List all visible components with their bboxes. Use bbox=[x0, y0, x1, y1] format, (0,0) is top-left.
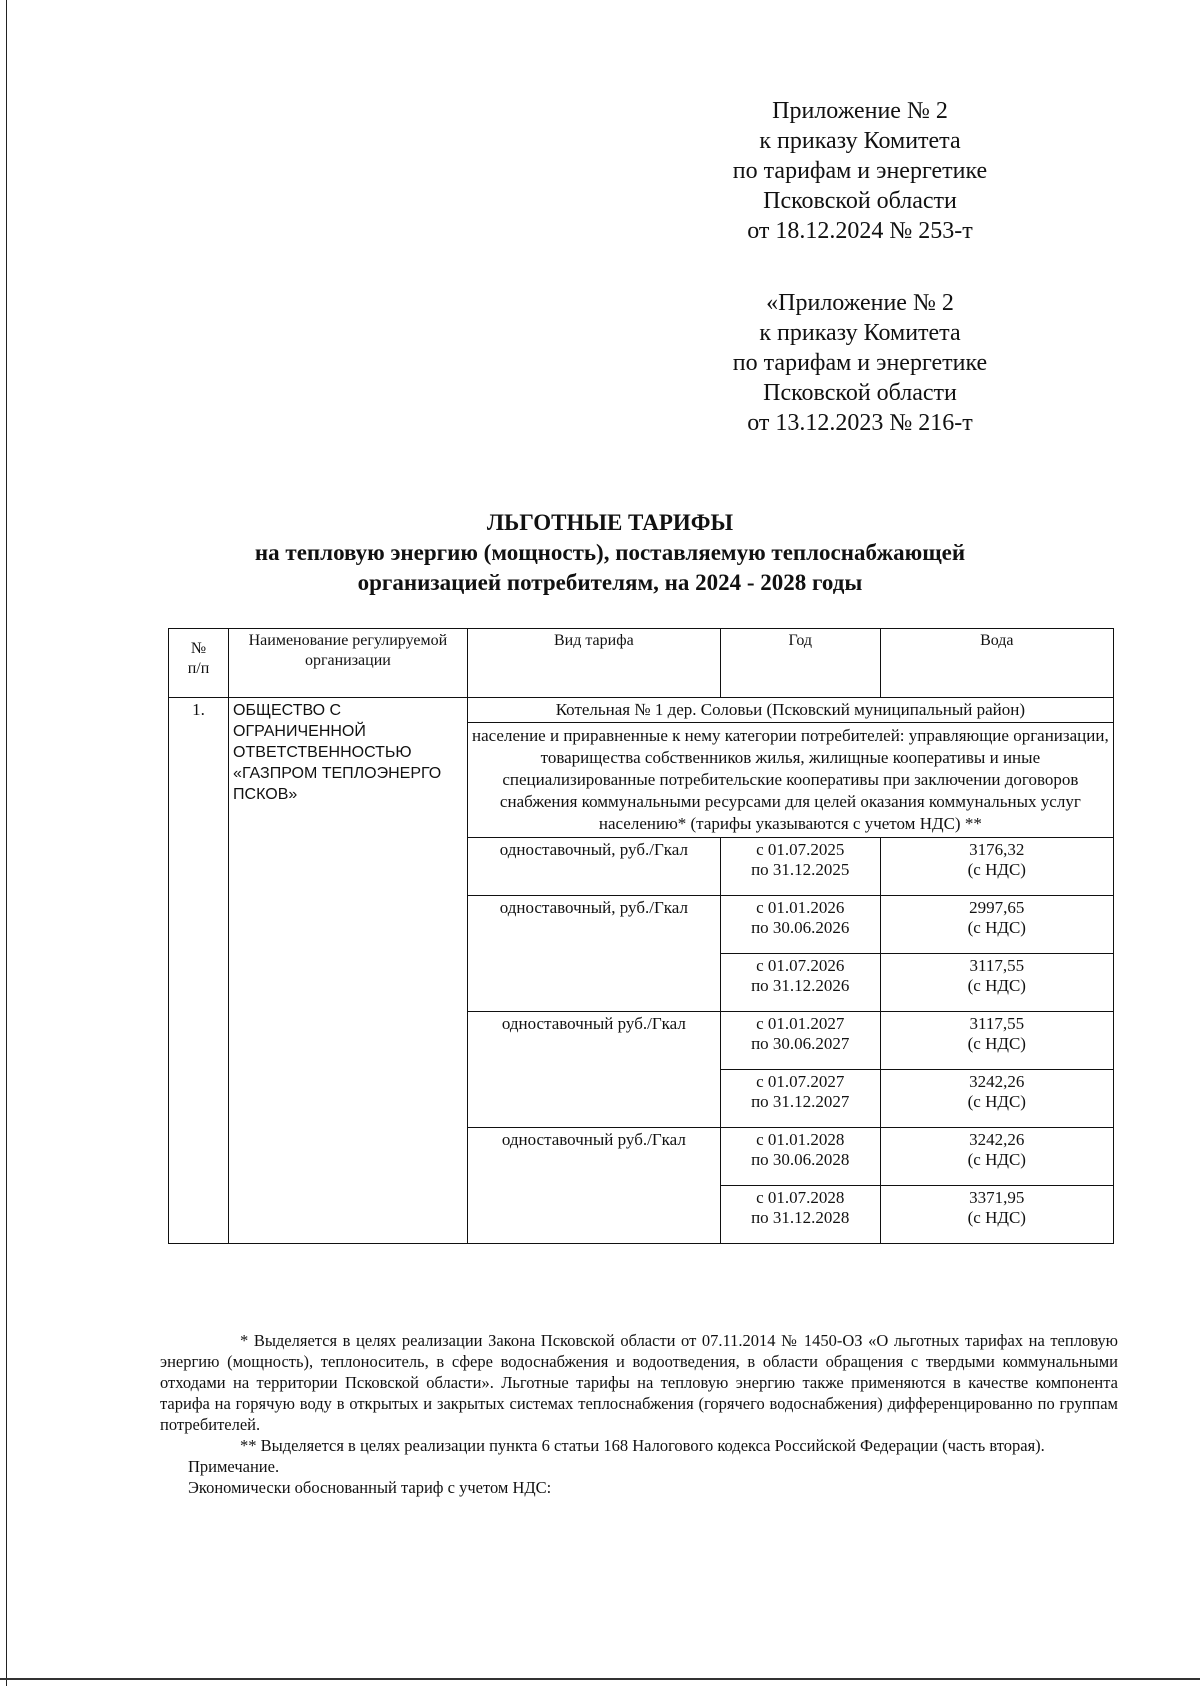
tariff-value: 3371,95 bbox=[969, 1188, 1025, 1207]
appendix-line: по тарифам и энергетике bbox=[732, 158, 988, 184]
period-from: с 01.07.2025 bbox=[756, 840, 845, 859]
period-to: по 31.12.2027 bbox=[751, 1092, 850, 1111]
remark-text: Экономически обоснованный тариф с учетом НДС: bbox=[188, 1478, 552, 1497]
header-type: Вид тарифа bbox=[467, 629, 720, 698]
org-name: ОБЩЕСТВО С ОГРАНИЧЕННОЙ ОТВЕТСТВЕННОСТЬЮ «ГАЗПРОМ ТЕПЛОЭНЕРГО ПСКОВ» bbox=[229, 698, 468, 1244]
scan-edge-left bbox=[6, 0, 7, 1686]
period-cell bbox=[720, 1186, 880, 1244]
value-cell bbox=[880, 1128, 1113, 1186]
header-org: Наименование регулируемой организации bbox=[229, 629, 468, 698]
footnote-2: ** Выделяется в целях реализации пункта 6 статьи 168 Налогового кодекса Российской Федерации (часть вторая). bbox=[240, 1436, 1045, 1455]
footnotes bbox=[160, 1330, 1118, 1498]
title-line-1: ЛЬГОТНЫЕ ТАРИФЫ bbox=[486, 510, 734, 535]
period-to: по 30.06.2027 bbox=[751, 1034, 850, 1053]
header-water: Вода bbox=[880, 629, 1113, 698]
period-to: по 30.06.2026 bbox=[751, 918, 850, 937]
tariff-value: 3117,55 bbox=[969, 956, 1025, 975]
tariff-value: 3242,26 bbox=[969, 1130, 1025, 1149]
title-line-3: организацией потребителям, на 2024 - 2028 годы bbox=[357, 570, 863, 595]
period-cell bbox=[720, 1012, 880, 1070]
tariffs-table bbox=[168, 628, 1114, 1244]
header-year: Год bbox=[720, 629, 880, 698]
period-from: с 01.01.2028 bbox=[756, 1130, 845, 1149]
tariff-value: 2997,65 bbox=[969, 898, 1025, 917]
period-from: с 01.07.2027 bbox=[756, 1072, 845, 1091]
title-line-2: на тепловую энергию (мощность), поставляемую теплоснабжающей bbox=[254, 540, 966, 565]
period-to: по 31.12.2028 bbox=[751, 1208, 850, 1227]
header-num: № п/п bbox=[169, 629, 229, 698]
period-from: с 01.01.2027 bbox=[756, 1014, 845, 1033]
period-cell bbox=[720, 1128, 880, 1186]
footnote-1: * Выделяется в целях реализации Закона Псковской области от 07.11.2014 № 1450-ОЗ «О льготных тарифах на тепловую энергию (мощность), теплоноситель, в сфере водоснабжения и водоотведения, в области обращения с твердыми коммунальными отходами на территории Псковской области». Льготные тарифы на тепловую энергию также применяются в качестве компонента тарифа на горячую воду в открытых и закрытых системах теплоснабжения (горячего водоснабжения) дифференцированно по группам потребителей. bbox=[160, 1331, 1118, 1434]
consumer-category: население и приравненные к нему категории потребителей: управляющие организации, товарищества собственников жилья, жилищные кооперативы и иные специализированные потребительские кооперативы при заключении договоров снабжения коммунальными ресурсами для целей оказания коммунальных услуг населению* (тарифы указываются с учетом НДС) ** bbox=[467, 723, 1113, 838]
appendix-line: «Приложение № 2 bbox=[766, 290, 954, 316]
value-cell bbox=[880, 896, 1113, 954]
appendix-line: от 18.12.2024 № 253-т bbox=[747, 218, 973, 244]
appendix-line: Псковской области bbox=[763, 380, 957, 406]
tariff-type: одноставочный руб./Гкал bbox=[467, 1012, 720, 1128]
tariff-type: одноставочный руб./Гкал bbox=[467, 1128, 720, 1244]
appendix-line: Приложение № 2 bbox=[772, 98, 948, 124]
period-to: по 31.12.2026 bbox=[751, 976, 850, 995]
period-cell bbox=[720, 954, 880, 1012]
value-cell bbox=[880, 1186, 1113, 1244]
period-cell bbox=[720, 896, 880, 954]
vat-label: (с НДС) bbox=[967, 976, 1026, 995]
appendix-original-header bbox=[700, 288, 1020, 438]
value-cell bbox=[880, 954, 1113, 1012]
vat-label: (с НДС) bbox=[967, 1034, 1026, 1053]
period-to: по 30.06.2028 bbox=[751, 1150, 850, 1169]
period-to: по 31.12.2025 bbox=[751, 860, 850, 879]
appendix-line: по тарифам и энергетике bbox=[732, 350, 988, 376]
appendix-line: к приказу Комитета bbox=[759, 128, 961, 154]
tariff-value: 3117,55 bbox=[969, 1014, 1025, 1033]
vat-label: (с НДС) bbox=[967, 1092, 1026, 1111]
row-number: 1. bbox=[169, 698, 229, 1244]
appendix-line: к приказу Комитета bbox=[759, 320, 961, 346]
appendix-current-header bbox=[700, 96, 1020, 246]
period-from: с 01.01.2026 bbox=[756, 898, 845, 917]
table-row-boiler bbox=[169, 698, 1114, 723]
tariff-type: одноставочный, руб./Гкал bbox=[467, 896, 720, 1012]
boiler-name: Котельная № 1 дер. Соловьи (Псковский муниципальный район) bbox=[467, 698, 1113, 723]
scan-edge-bottom bbox=[0, 1678, 1200, 1680]
value-cell bbox=[880, 838, 1113, 896]
table-header-row bbox=[169, 629, 1114, 698]
remark-label: Примечание. bbox=[188, 1457, 280, 1476]
tariff-type: одноставочный, руб./Гкал bbox=[467, 838, 720, 896]
period-cell bbox=[720, 1070, 880, 1128]
value-cell bbox=[880, 1012, 1113, 1070]
period-from: с 01.07.2026 bbox=[756, 956, 845, 975]
tariff-value: 3176,32 bbox=[969, 840, 1025, 859]
vat-label: (с НДС) bbox=[967, 1208, 1026, 1227]
appendix-line: от 13.12.2023 № 216-т bbox=[747, 410, 973, 436]
vat-label: (с НДС) bbox=[967, 1150, 1026, 1169]
vat-label: (с НДС) bbox=[967, 918, 1026, 937]
period-cell bbox=[720, 838, 880, 896]
appendix-line: Псковской области bbox=[763, 188, 957, 214]
document-title bbox=[150, 508, 1070, 598]
vat-label: (с НДС) bbox=[967, 860, 1026, 879]
value-cell bbox=[880, 1070, 1113, 1128]
period-from: с 01.07.2028 bbox=[756, 1188, 845, 1207]
tariff-value: 3242,26 bbox=[969, 1072, 1025, 1091]
